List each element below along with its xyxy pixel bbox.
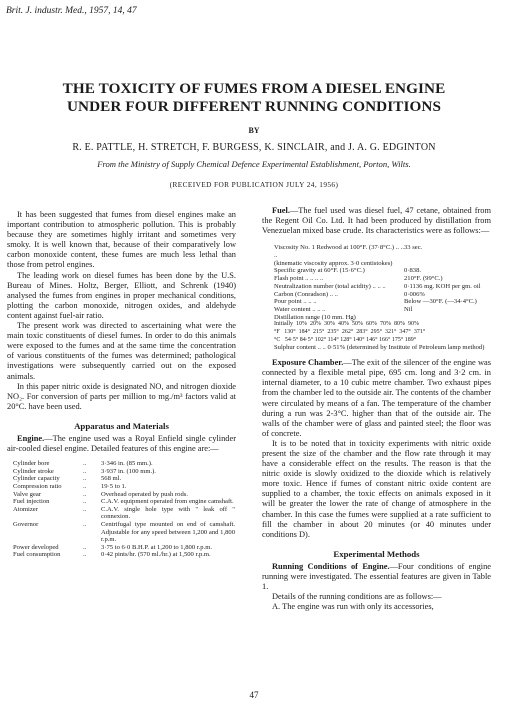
spec-key: Valve gear	[13, 490, 42, 498]
spec-value: C.A.V. equipment operated from engine camshaft.	[101, 498, 234, 506]
intro-paragraph-1: It has been suggested that fumes from diesel engines make an important contribution to atmospheric pollution. This is probably because they are sometimes highly irritant and sometimes very smoky. It is well known that, because of their comparatively low carbon monoxide content, these fumes are much less lethal than those from petrol engines.	[7, 210, 236, 270]
spec-row	[13, 521, 235, 544]
fuel-value: Below —30°F. (—34·4°C.)	[404, 298, 477, 306]
spec-leader: ..	[83, 467, 87, 475]
intro-paragraph-2: The leading work on diesel fumes has been done by the U.S. Bureau of Mines. Holtz, Berger, Elliott, and Schrenk (1940) analysed the fumes from engines in proper mechanical conditions, plotting the carbon monoxide, nitrogen oxides, and aldehyde content against fuel-air ratio.	[7, 270, 236, 320]
spec-row	[13, 544, 235, 552]
engine-heading: Engine.	[17, 433, 45, 443]
spec-row	[13, 498, 235, 506]
spec-row	[13, 551, 235, 559]
fuel-row	[274, 267, 486, 275]
affiliation: From the Ministry of Supply Chemical Defence Experimental Establishment, Porton, Wilts.	[97, 159, 411, 169]
spec-leader: ..	[83, 475, 87, 483]
fuel-heading: Fuel.	[272, 206, 290, 215]
spec-key: Cylinder bore	[13, 460, 50, 468]
spec-value: C.A.V. single hole type with " leak off " connexion.	[101, 505, 235, 521]
engine-text: —The engine used was a Royal Enfield single cylinder air-cooled diesel engine. Detailed features of this engine are:—	[7, 433, 236, 454]
fuel-value: 0·838.	[404, 267, 422, 275]
fuel-row	[274, 260, 486, 268]
running-paragraph	[262, 562, 491, 592]
note-paragraph: It is to be noted that in toxicity experiments with nitric oxide present the size of the chamber and the flow rate through it may have a considerable effect on the results. The reason is that the nitric oxide is slowly oxidized to the dioxide which is relatively more toxic. Hence if fumes of constant nitric oxide content are supplied to a chamber, the toxic effects on animals exposed in it will be greater the lower the rate of change of atmosphere in the chamber. In this case the fumes were supplied at a rate sufficient to fill the chamber in about 20 minutes (or 40 minutes under conditions D).	[262, 438, 491, 539]
spec-key: Governor	[13, 520, 39, 528]
spec-value: 3·75 to 6·0 B.H.P. at 1,200 to 1,800 r.p.m.	[101, 543, 212, 551]
spec-value: 3·346 in. (85 mm.).	[101, 460, 153, 468]
fuel-key: Specific gravity at 60°F. (15·6°C.)	[274, 267, 365, 275]
fuel-row	[274, 275, 486, 283]
exposure-text: —The exit of the silencer of the engine was connected by a flexible metal pipe, 695 cm. long and 3·2 cm. in internal diameter, to a 10 cubic metre chamber. Two exhaust pipes from the chamber led to the outside air. The contents of the chamber were circulated by means of a fan. The temperature of the chamber during a run was 2-3°C. higher than that of the outside air. The walls of the chamber were of glass and painted steel; the floor was of concrete.	[262, 358, 491, 438]
condition-a-paragraph: A. The engine was run with only its accessories,	[272, 602, 434, 612]
fuel-value: 210°F. (99°C.)	[404, 275, 443, 283]
fuel-value: Nil	[404, 305, 413, 313]
spec-value: Overhead operated by push rods.	[101, 490, 188, 498]
fuel-text: —The fuel used was diesel fuel, 47 cetane, obtained from the Regent Oil Co. Ltd. It had been produced by distillation from Venezuelan mixed base crude. Its characteristics were as follows:—	[262, 206, 491, 236]
fuel-value	[404, 314, 486, 322]
journal-year-volume: 1957, 14, 47	[89, 6, 137, 16]
fuel-value: 0·1136 mg. KOH per gm. oil	[404, 282, 481, 290]
fuel-row	[274, 283, 486, 291]
fuel-characteristics	[274, 244, 486, 352]
fuel-key: (kinematic viscosity approx. 3·0 centistokes)	[274, 259, 393, 267]
spec-key: Cylinder capacity	[13, 475, 60, 483]
spec-row	[13, 460, 235, 468]
authors: R. E. PATTLE, H. STRETCH, F. BURGESS, K. SINCLAIR, and J. A. G. EDGINTON	[72, 142, 436, 153]
fuel-row	[274, 244, 486, 259]
distillation-fahrenheit: °F 130° 184° 215° 235° 262° 283° 295° 321° 347° 371°	[274, 329, 426, 336]
spec-leader: ..	[83, 490, 87, 498]
intro-paragraph-4: In this paper nitric oxide is designated NO, and nitrogen dioxide NO₂. For conversion of parts per million to mg./m³ factors valid at 20°C. have been used.	[7, 381, 236, 411]
spec-leader: ..	[83, 505, 87, 513]
spec-leader: ..	[83, 482, 87, 490]
fuel-value: 33 sec.	[404, 244, 423, 252]
details-paragraph: Details of the running conditions are as follows:—	[272, 592, 442, 602]
spec-leader: ..	[83, 543, 87, 551]
spec-row	[13, 506, 235, 521]
fuel-key: Carbon (Conradson) .. ..	[274, 290, 338, 298]
fuel-row	[274, 306, 486, 314]
intro-paragraph-3: The present work was directed to ascertaining what were the main toxic constituents of diesel fumes. In order to do this animals were exposed to the fumes and at the same time the concentration of various constituents of the fumes was determined; pathological investigations were subsequently carried out on the exposed animals.	[7, 321, 236, 381]
spec-value: 3·937 in. (100 mm.).	[101, 467, 156, 475]
spec-value: 568 ml.	[101, 475, 122, 483]
distillation-celsius: °C 54·5° 84·5° 102° 114° 128° 140° 146° 166° 175° 189°	[274, 336, 417, 343]
fuel-key: Flash point .. .. .. ..	[274, 275, 324, 283]
title-line-1: THE TOXICITY OF FUMES FROM A DIESEL ENGINE	[62, 80, 446, 97]
running-text: —Four conditions of engine running were investigated. The essential features are given in Table 1.	[262, 561, 491, 592]
by-line: BY	[248, 126, 260, 135]
right-column	[262, 206, 491, 612]
spec-key: Cylinder stroke	[13, 467, 54, 475]
spec-leader: ..	[83, 551, 87, 559]
fuel-key: Neutralization number (total acidity) .. .. ..	[274, 282, 386, 290]
spec-row	[13, 468, 235, 476]
distillation-initially: Initially 10% 20% 30% 40% 50% 60% 70% 80% 90%	[274, 321, 419, 328]
spec-key: Fuel injection	[13, 498, 50, 506]
spec-leader: ..	[83, 498, 87, 506]
spec-key: Compression ratio	[13, 482, 62, 490]
section-heading-apparatus: Apparatus and Materials	[74, 420, 169, 431]
title-line-2: UNDER FOUR DIFFERENT RUNNING CONDITIONS	[66, 98, 442, 115]
fuel-row	[274, 298, 486, 306]
spec-row	[13, 491, 235, 499]
page-number: 47	[249, 690, 259, 700]
spec-row	[13, 475, 235, 483]
fuel-paragraph	[262, 206, 491, 236]
fuel-value: 0·006%	[404, 290, 425, 298]
sulphur-content: Sulphur content .. .. 0·51% (determined by Institute of Petroleum lamp method)	[274, 344, 485, 352]
section-heading-methods: Experimental Methods	[333, 548, 420, 559]
spec-value: 19·5 to 1.	[101, 482, 127, 490]
fuel-key: Distillation range (10 mm. Hg)	[274, 313, 356, 321]
journal-citation	[6, 6, 137, 16]
spec-value: Centrifugal type mounted on end of camshaft. Adjustable for any speed between 1,200 and 1,800 r.p.m.	[101, 520, 235, 544]
spec-row	[13, 483, 235, 491]
spec-value: 0·42 pints/hr. (570 ml./hr.) at 1,500 r.p.m.	[101, 551, 211, 559]
engine-paragraph	[7, 434, 236, 454]
spec-key: Atomizer	[13, 505, 38, 513]
fuel-row	[274, 291, 486, 299]
fuel-key: Water content .. .. ..	[274, 305, 326, 313]
exposure-heading: Exposure Chamber.	[272, 358, 344, 368]
exposure-paragraph	[262, 358, 491, 439]
left-column	[7, 210, 236, 559]
engine-spec-table	[13, 460, 235, 559]
fuel-row	[274, 314, 486, 322]
running-heading: Running Conditions of Engine.	[272, 561, 390, 571]
spec-leader: ..	[83, 520, 87, 528]
fuel-key: Viscosity No. 1 Redwood at 100°F. (37·8°C.) .. .. ..	[274, 244, 404, 259]
article-title	[0, 80, 508, 116]
fuel-value	[404, 260, 486, 268]
spec-key: Fuel consumption	[13, 551, 61, 559]
spec-leader: ..	[83, 460, 87, 468]
fuel-key: Pour point .. .. ..	[274, 298, 317, 306]
journal-name: Brit. J. industr. Med.,	[6, 6, 87, 16]
spec-key: Power developed	[13, 543, 59, 551]
received-date: (RECEIVED FOR PUBLICATION JULY 24, 1956)	[169, 180, 339, 189]
